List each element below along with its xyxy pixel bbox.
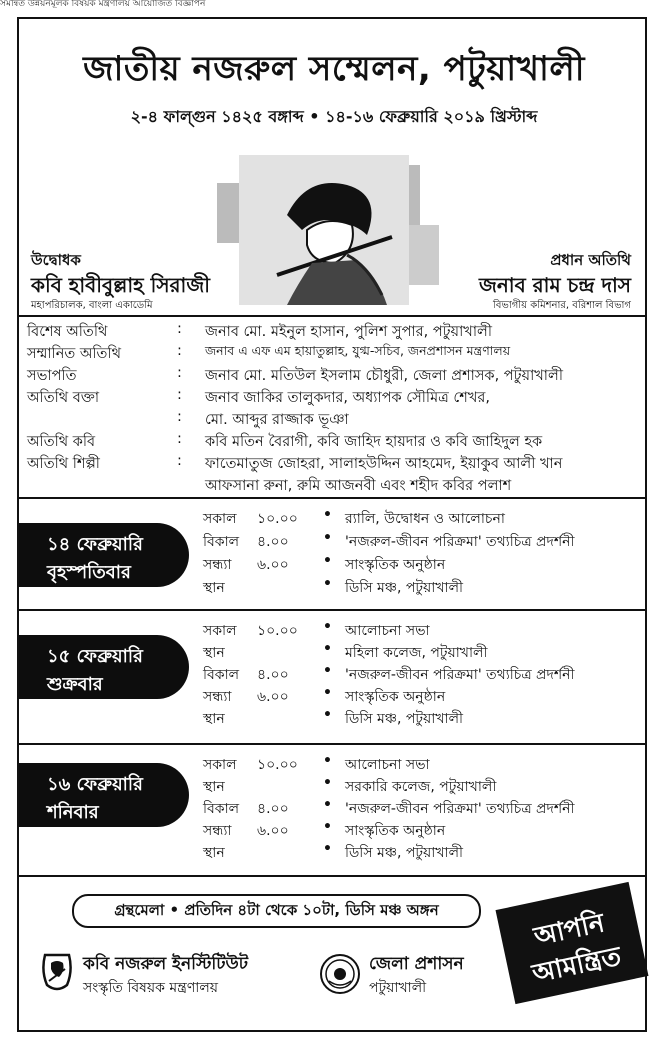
guest-colon: : [177,453,182,469]
guest-value: ফাতেমাতুজ জোহরা, সালাহউদ্দিন আহমেদ, ইয়াকুব আলী খান [205,456,563,472]
schedule-desc: মহিলা কলেজ, পটুয়াখালী [345,645,488,661]
divider [19,609,645,611]
guest-label: সম্মানিত অতিথি [27,346,121,362]
guest-row [27,319,637,341]
schedule-desc: সাংস্কৃতিক অনুষ্ঠান [345,557,446,573]
guest-colon: : [177,343,182,359]
guest-value: জনাব মো. মইনুল হাসান, পুলিশ সুপার, পটুয়াখালী [205,324,492,340]
schedule-desc: আলোচনা সভা [345,623,430,639]
schedule-desc: সাংস্কৃতিক অনুষ্ঠান [345,689,446,705]
book-fair-banner: গ্রন্থমেলা • প্রতিদিন ৪টা থেকে ১০টা, ডিসি মঞ্চ অঙ্গন [72,894,481,928]
guest-value: কবি মতিন বৈরাগী, কবি জাহিদ হায়দার ও কবি জাহিদুল হক [205,434,543,450]
org1-subtitle: সংস্কৃতি বিষয়ক মন্ত্রণালয় [83,980,219,996]
top-clipped-text: সমন্বিত উন্নয়নমূলক বিষয়ক মন্ত্রণালয় আয়োজিত বিজ্ঞাপন [0,0,206,8]
divider [19,743,645,745]
guest-row [27,473,637,495]
schedule-time: স্থান [203,645,225,661]
bullet: • [323,576,332,592]
bullet: • [323,530,332,546]
guest-row [27,363,637,385]
inaugurator-label: উদ্বোধক [31,251,81,269]
bullet: • [323,819,332,835]
schedule-desc: 'নজরুল-জীবন পরিক্রমা' তথ্যচিত্র প্রদর্শনী [345,534,575,550]
schedule-time: স্থান [203,711,225,727]
poster-title: জাতীয় নজরুল সম্মেলন, পটুয়াখালী [83,49,585,89]
invite-line-2: আমন্ত্রিত [529,941,624,990]
guest-label: অতিথি বক্তা [27,390,100,406]
guest-value: আফসানা রুনা, রুমি আজনবী এবং শহীদ কবির পলাশ [205,478,512,494]
day-weekday: বৃহস্পতিবার [47,562,131,583]
schedule-desc: 'নজরুল-জীবন পরিক্রমা' তথ্যচিত্র প্রদর্শনী [345,801,575,817]
guest-row [27,451,637,473]
org2-name: জেলা প্রশাসন [369,954,464,974]
inaugurator-name: কবি হাবীবুল্লাহ সিরাজী [31,273,210,297]
bullet: • [323,753,332,769]
chief-guest-role: বিভাগীয় কমিশনার, বরিশাল বিভাগ [492,300,631,311]
schedule-time: সকাল [203,623,237,639]
bullet: • [323,619,332,635]
schedule-desc: সাংস্কৃতিক অনুষ্ঠান [345,823,446,839]
schedule-time: স্থান [203,845,225,861]
guest-colon: : [177,431,182,447]
bullet: • [323,707,332,723]
guest-label: বিশেষ অতিথি [27,324,108,340]
invite-line-1: আপনি [531,908,608,953]
schedule-desc: ডিসি মঞ্চ, পটুয়াখালী [345,580,464,596]
day-date: ১৬ ফেব্রুয়ারি [47,774,143,795]
day-badge [19,763,189,827]
org1-name: কবি নজরুল ইনস্টিটিউট [83,954,249,974]
date-line: ২-৪ ফাল্গুন ১৪২৫ বঙ্গাব্দ • ১৪-১৬ ফেব্রুয়ারি ২০১৯ খ্রিস্টাব্দ [130,107,538,126]
schedule-time: সকাল [203,757,237,773]
schedule-clock: ৬.০০ [257,557,289,573]
guest-colon: : [177,321,182,337]
guest-label: সভাপতি [27,368,77,384]
divider [19,875,645,877]
day-schedule-1 [19,503,645,621]
schedule-clock: ১০.০০ [257,511,298,527]
guest-label: অতিথি শিল্পী [27,456,100,472]
schedule-desc: 'নজরুল-জীবন পরিক্রমা' তথ্যচিত্র প্রদর্শনী [345,667,575,683]
guest-colon: : [177,365,182,381]
guest-value: মো. আব্দুর রাজ্জাক ভূঞা [205,412,349,428]
schedule-time: সন্ধ্যা [203,557,232,573]
day-schedule-3 [19,749,645,873]
guest-row [27,429,637,451]
schedule-clock: ৪.০০ [257,801,289,817]
inaugurator-role: মহাপরিচালক, বাংলা একাডেমি [31,300,153,311]
nazrul-institute-logo-icon [39,951,75,993]
chief-guest-label: প্রধান অতিথি [550,251,631,269]
day-weekday: শনিবার [47,802,99,823]
day-badge [19,523,189,587]
schedule-clock: ১০.০০ [257,757,298,773]
guest-value: জনাব মো. মতিউল ইসলাম চৌধুরী, জেলা প্রশাসক, পটুয়াখালী [205,368,563,384]
schedule-time: সন্ধ্যা [203,689,232,705]
bullet: • [323,553,332,569]
schedule-time: স্থান [203,580,225,596]
schedule-time: বিকাল [203,534,240,550]
day-badge [19,635,189,699]
bullet: • [323,775,332,791]
schedule-clock: ৪.০০ [257,667,289,683]
guest-row [27,341,637,363]
schedule-clock: ৪.০০ [257,534,289,550]
nazrul-portrait-illustration [217,155,439,305]
guest-colon: : [177,409,182,425]
schedule-desc: আলোচনা সভা [345,757,430,773]
chief-guest-name: জনাব রাম চন্দ্র দাস [478,273,631,297]
poster-frame [17,17,647,1032]
govt-seal-logo-icon [319,953,361,995]
schedule-clock: ৬.০০ [257,823,289,839]
guest-row [27,385,637,407]
guest-value: জনাব জাকির তালুকদার, অধ্যাপক সৌমিত্র শেখর, [205,390,490,406]
schedule-time: সকাল [203,511,237,527]
schedule-time: স্থান [203,779,225,795]
schedule-desc: র‍্যালি, উদ্বোধন ও আলোচনা [345,511,505,527]
bullet: • [323,641,332,657]
schedule-time: বিকাল [203,667,240,683]
day-weekday: শুক্রবার [47,674,103,695]
schedule-clock: ৬.০০ [257,689,289,705]
bullet: • [323,663,332,679]
invitation-stamp [496,882,649,1004]
schedule-desc: সরকারি কলেজ, পটুয়াখালী [345,779,497,795]
org2-subtitle: পটুয়াখালী [369,980,427,996]
bullet: • [323,841,332,857]
schedule-clock: ১০.০০ [257,623,298,639]
guest-colon: : [177,387,182,403]
divider [19,315,645,317]
bullet: • [323,685,332,701]
guest-value: জনাব এ এফ এম হায়াতুল্লাহ, যুগ্ম-সচিব, জনপ্রশাসন মন্ত্রণালয় [205,343,511,358]
bullet: • [323,507,332,523]
schedule-time: সন্ধ্যা [203,823,232,839]
guest-row [27,407,637,429]
divider [19,497,645,499]
schedule-time: বিকাল [203,801,240,817]
guest-list [27,319,637,495]
schedule-desc: ডিসি মঞ্চ, পটুয়াখালী [345,845,464,861]
day-schedule-2 [19,615,645,739]
day-date: ১৪ ফেব্রুয়ারি [47,534,143,555]
day-date: ১৫ ফেব্রুয়ারি [47,646,143,667]
schedule-desc: ডিসি মঞ্চ, পটুয়াখালী [345,711,464,727]
bullet: • [323,797,332,813]
guest-label: অতিথি কবি [27,434,96,450]
